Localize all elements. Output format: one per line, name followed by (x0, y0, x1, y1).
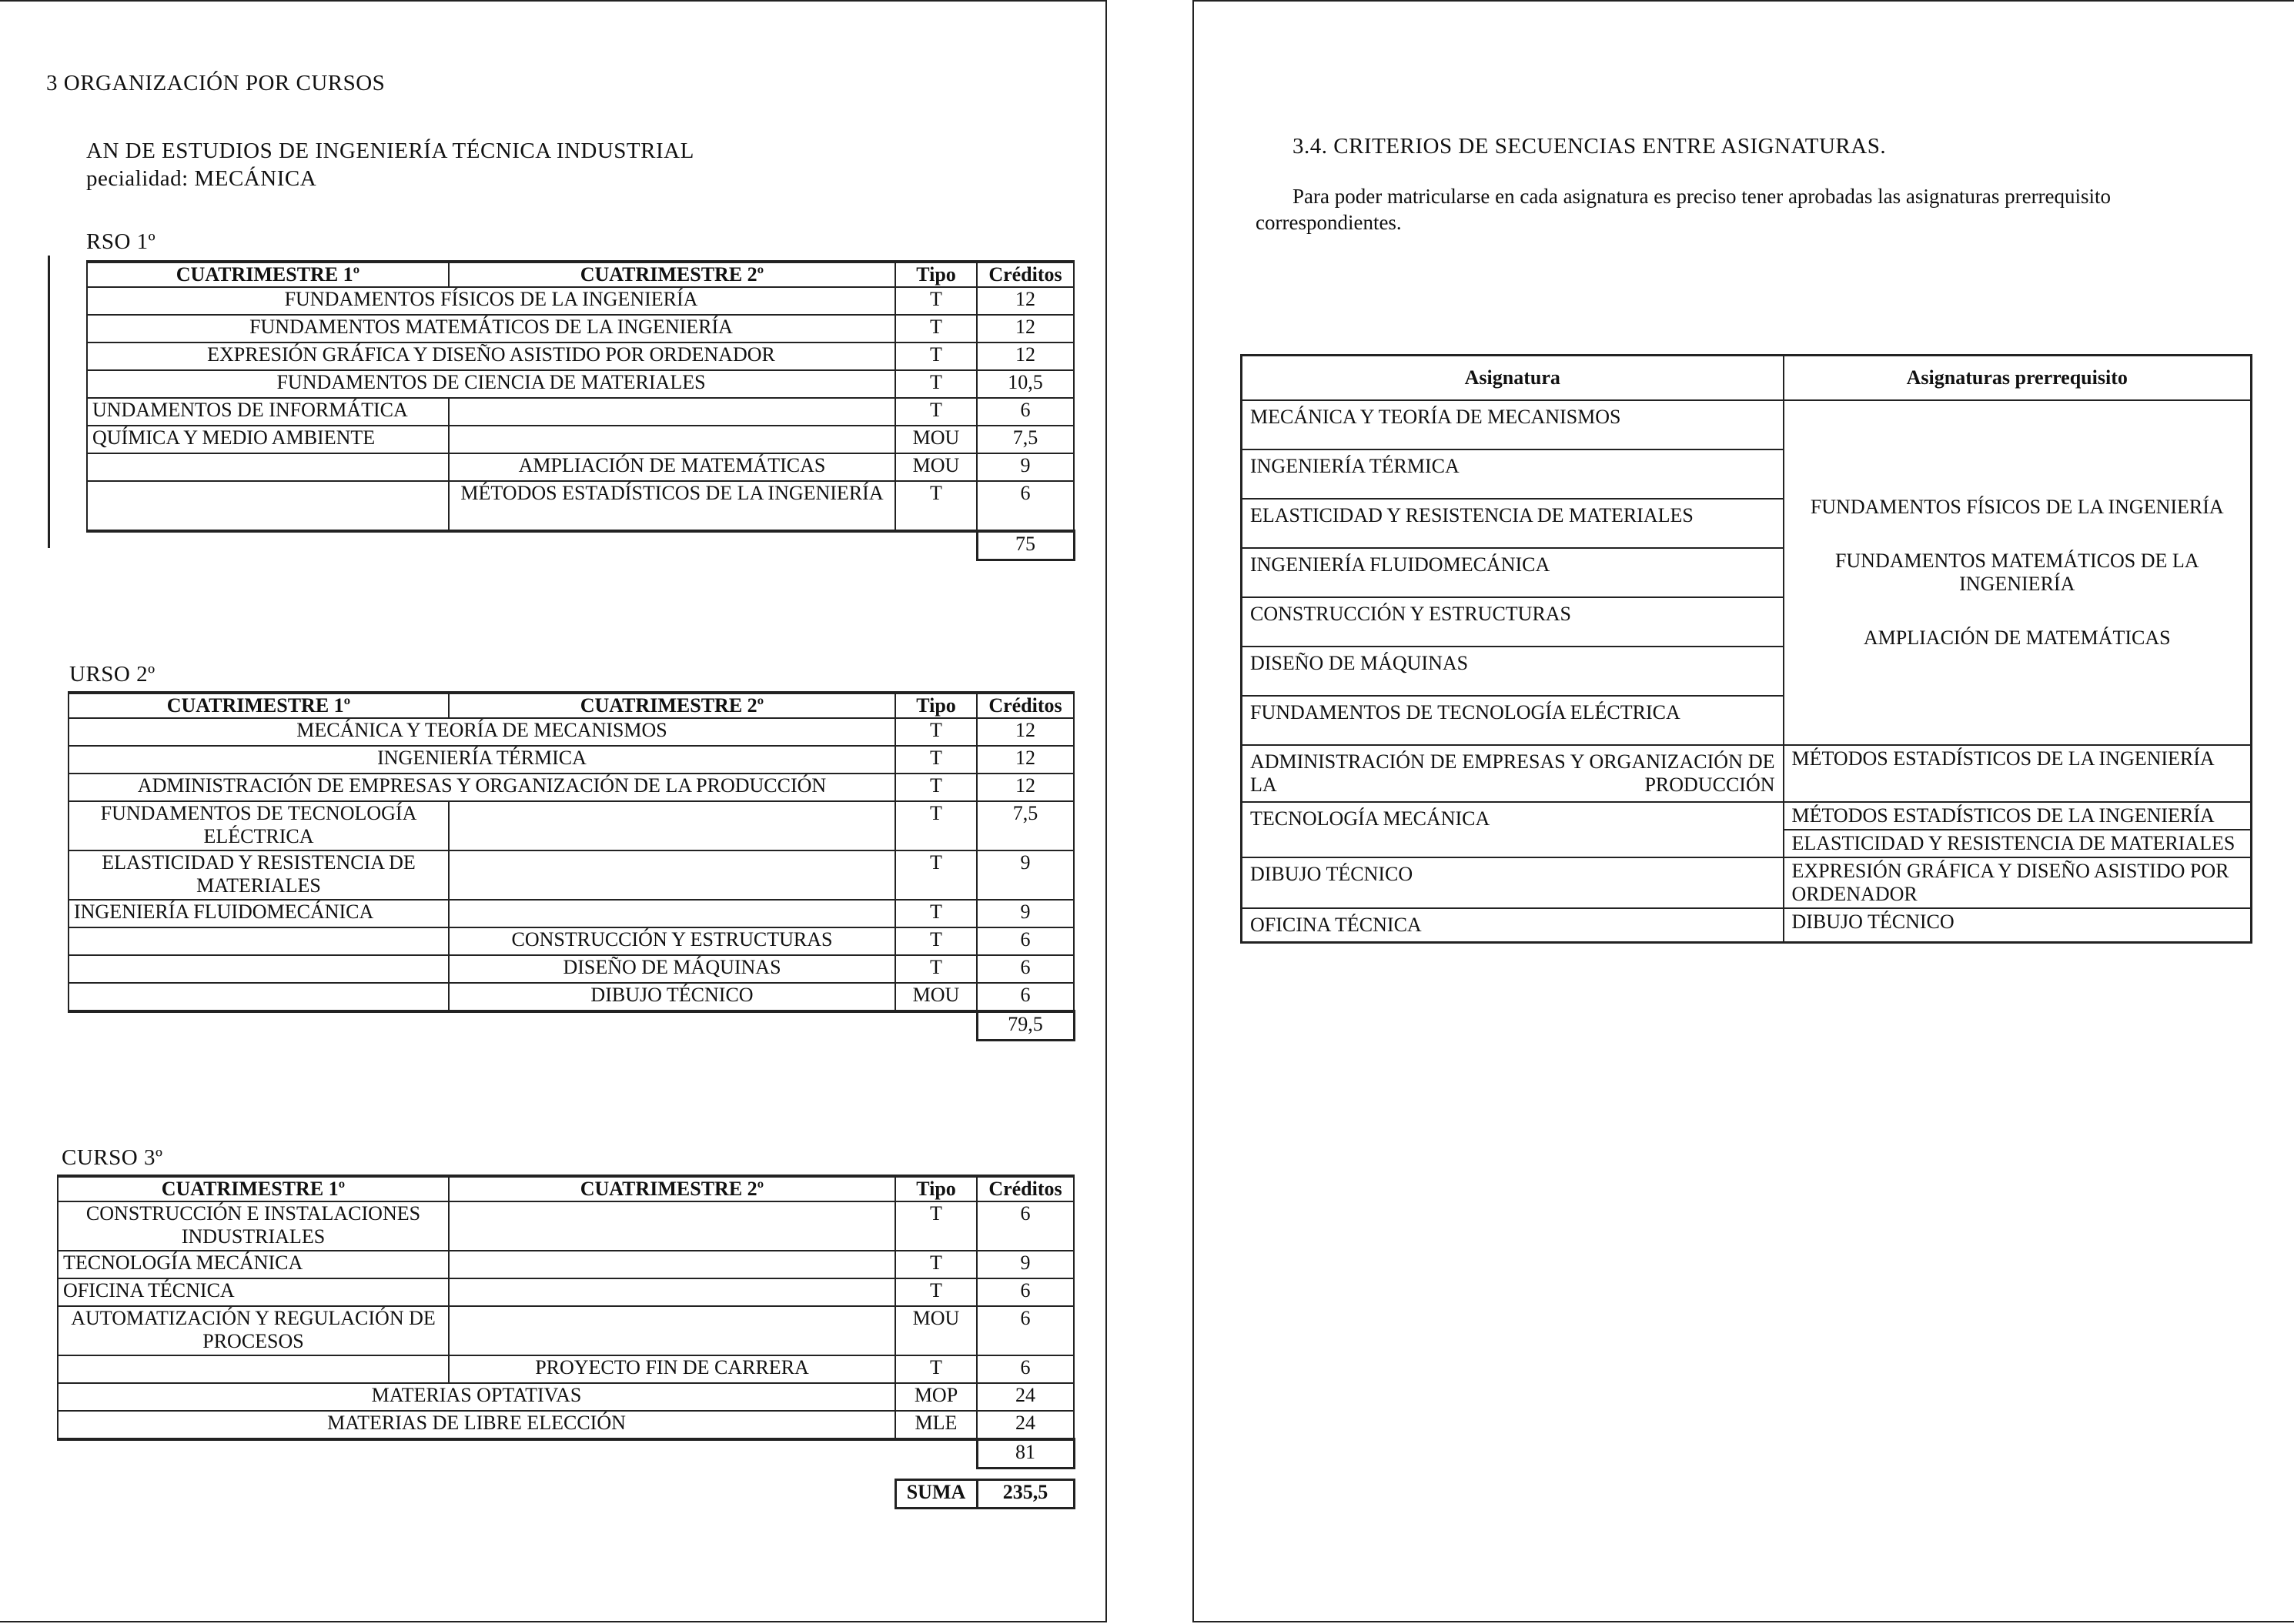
tipo-cell: MOU (895, 983, 977, 1011)
tipo-cell: T (895, 774, 977, 801)
subject-cell: FUNDAMENTOS DE CIENCIA DE MATERIALES (87, 370, 895, 398)
cuatrimestre-1-cell: ELASTICIDAD Y RESISTENCIA DE MATERIALES (69, 850, 449, 900)
cuatrimestre-2-cell: AMPLIACIÓN DE MATEMÁTICAS (449, 453, 895, 481)
table-row (58, 1355, 1074, 1383)
creditos-cell: 9 (977, 1251, 1074, 1278)
subject-cell: MATERIAS OPTATIVAS (58, 1383, 895, 1411)
intro-paragraph: Para poder matricularse en cada asignatura es preciso tener aprobadas las asignaturas prerrequisito correspondientes. (1256, 185, 2112, 234)
tipo-cell: T (895, 718, 977, 746)
table-row (69, 746, 1074, 774)
creditos-cell: 6 (977, 927, 1074, 955)
creditos-cell: 7,5 (977, 426, 1074, 453)
creditos-cell: 6 (977, 983, 1074, 1011)
tipo-cell: MOP (895, 1383, 977, 1411)
cuatrimestre-2-cell: PROYECTO FIN DE CARRERA (449, 1355, 895, 1383)
cuatrimestre-1-cell: FUNDAMENTOS DE TECNOLOGÍA ELÉCTRICA (69, 801, 449, 850)
cuatrimestre-2-cell (449, 1251, 895, 1278)
cuatrimestre-1-cell (69, 983, 449, 1011)
table-row (1242, 745, 2252, 802)
blank-cell (87, 531, 977, 560)
tipo-cell: T (895, 801, 977, 850)
cuatrimestre-2-cell (449, 850, 895, 900)
creditos-cell: 24 (977, 1411, 1074, 1439)
tipo-cell: T (895, 287, 977, 315)
subject-cell: INGENIERÍA FLUIDOMECÁNICA (1242, 548, 1784, 597)
spacer-cell (58, 1469, 1074, 1480)
table-row (87, 481, 1074, 531)
tipo-cell: MOU (895, 426, 977, 453)
cuatrimestre-1-cell (87, 481, 449, 531)
subject-cell: INGENIERÍA TÉRMICA (1242, 449, 1784, 499)
creditos-cell: 6 (977, 1306, 1074, 1355)
tipo-cell: T (895, 900, 977, 927)
tipo-cell: T (895, 315, 977, 343)
table-row (58, 1278, 1074, 1306)
curso3-label: CURSO 3º (62, 1145, 163, 1170)
table-row (87, 370, 1074, 398)
total-row (87, 531, 1074, 560)
tipo-cell: T (895, 927, 977, 955)
cuatrimestre-1-cell: UNDAMENTOS DE INFORMÁTICA (87, 398, 449, 426)
subject-cell: MECÁNICA Y TEORÍA DE MECANISMOS (1242, 400, 1784, 449)
suma-value: 235,5 (977, 1480, 1074, 1509)
table-row (69, 718, 1074, 746)
cuatrimestre-2-cell: DIBUJO TÉCNICO (449, 983, 895, 1011)
curso3-table (57, 1175, 1075, 1509)
tipo-cell: MOU (895, 453, 977, 481)
header-cuatrimestre-1: CUATRIMESTRE 1º (87, 262, 449, 287)
table-row (69, 955, 1074, 983)
table-row (58, 1251, 1074, 1278)
tipo-cell: T (895, 481, 977, 531)
table-row (87, 453, 1074, 481)
prerequisite-item: FUNDAMENTOS MATEMÁTICOS DE LA INGENIERÍA (1834, 550, 2199, 595)
creditos-cell: 6 (977, 398, 1074, 426)
subject-cell: FUNDAMENTOS FÍSICOS DE LA INGENIERÍA (87, 287, 895, 315)
tipo-cell: T (895, 398, 977, 426)
table-row (87, 315, 1074, 343)
subject-cell: ELASTICIDAD Y RESISTENCIA DE MATERIALES (1242, 499, 1784, 548)
table-row (87, 426, 1074, 453)
creditos-cell: 6 (977, 955, 1074, 983)
total-creditos: 79,5 (977, 1011, 1074, 1041)
subject-cell: FUNDAMENTOS DE TECNOLOGÍA ELÉCTRICA (1242, 696, 1784, 745)
subject-cell: OFICINA TÉCNICA (1242, 908, 1784, 943)
prerequisites-cell (1784, 745, 2252, 802)
tipo-cell: T (895, 343, 977, 370)
header-prerrequisito: Asignaturas prerrequisito (1784, 356, 2252, 401)
specialty: pecialidad: MECÁNICA (86, 166, 317, 191)
cuatrimestre-1-cell (69, 927, 449, 955)
subject-cell: TECNOLOGÍA MECÁNICA (1242, 802, 1784, 857)
header-cuatrimestre-1: CUATRIMESTRE 1º (69, 693, 449, 718)
subject-cell: MECÁNICA Y TEORÍA DE MECANISMOS (69, 718, 895, 746)
total-row (58, 1439, 1074, 1469)
creditos-cell: 9 (977, 453, 1074, 481)
header-creditos: Créditos (977, 1176, 1074, 1201)
creditos-cell: 6 (977, 1355, 1074, 1383)
cuatrimestre-2-cell (449, 801, 895, 850)
subject-cell: ADMINISTRACIÓN DE EMPRESAS Y ORGANIZACIÓN DE LA PRODUCCIÓN (1242, 745, 1784, 802)
creditos-cell: 12 (977, 287, 1074, 315)
prerequisite-item: MÉTODOS ESTADÍSTICOS DE LA INGENIERÍA (1791, 747, 2215, 770)
header-tipo: Tipo (895, 693, 977, 718)
subject-cell: INGENIERÍA TÉRMICA (69, 746, 895, 774)
prerequisite-item: ELASTICIDAD Y RESISTENCIA DE MATERIALES (1784, 829, 2251, 857)
table-row (58, 1306, 1074, 1355)
header-cuatrimestre-2: CUATRIMESTRE 2º (449, 1176, 895, 1201)
blank-cell (58, 1480, 895, 1509)
tipo-cell: T (895, 1278, 977, 1306)
table-row (87, 287, 1074, 315)
spacer-row (58, 1469, 1074, 1480)
creditos-cell: 6 (977, 1201, 1074, 1251)
table-row (58, 1201, 1074, 1251)
table-row (58, 1383, 1074, 1411)
table-row (69, 850, 1074, 900)
tipo-cell: MOU (895, 1306, 977, 1355)
tipo-cell: T (895, 370, 977, 398)
subject-cell: DIBUJO TÉCNICO (1242, 857, 1784, 908)
curso1-table (86, 260, 1075, 561)
blank-cell (58, 1439, 977, 1469)
header-cuatrimestre-2: CUATRIMESTRE 2º (449, 693, 895, 718)
prerequisites-cell (1784, 857, 2252, 908)
cuatrimestre-1-cell: AUTOMATIZACIÓN Y REGULACIÓN DE PROCESOS (58, 1306, 449, 1355)
subject-cell: ADMINISTRACIÓN DE EMPRESAS Y ORGANIZACIÓN DE LA PRODUCCIÓN (69, 774, 895, 801)
total-creditos: 75 (977, 531, 1074, 560)
cuatrimestre-1-cell: INGENIERÍA FLUIDOMECÁNICA (69, 900, 449, 927)
creditos-cell: 12 (977, 343, 1074, 370)
total-creditos: 81 (977, 1439, 1074, 1469)
prerequisites-cell (1784, 802, 2252, 857)
table-row (87, 343, 1074, 370)
cuatrimestre-2-cell (449, 900, 895, 927)
header-tipo: Tipo (895, 262, 977, 287)
tipo-cell: T (895, 850, 977, 900)
cuatrimestre-1-cell (58, 1355, 449, 1383)
creditos-cell: 12 (977, 774, 1074, 801)
creditos-cell: 12 (977, 746, 1074, 774)
subject-cell: CONSTRUCCIÓN Y ESTRUCTURAS (1242, 597, 1784, 647)
creditos-cell: 9 (977, 900, 1074, 927)
header-creditos: Créditos (977, 693, 1074, 718)
prerequisite-item: AMPLIACIÓN DE MATEMÁTICAS (1863, 627, 2171, 649)
left-page (0, 0, 1107, 1622)
cuatrimestre-2-cell (449, 398, 895, 426)
total-row (69, 1011, 1074, 1041)
table-row (1242, 857, 2252, 908)
header-cuatrimestre-2: CUATRIMESTRE 2º (449, 262, 895, 287)
section-heading: 3 ORGANIZACIÓN POR CURSOS (46, 71, 386, 95)
curso1-label: RSO 1º (86, 229, 156, 254)
header-cuatrimestre-1: CUATRIMESTRE 1º (58, 1176, 449, 1201)
cuatrimestre-2-cell: MÉTODOS ESTADÍSTICOS DE LA INGENIERÍA (449, 481, 895, 531)
tipo-cell: T (895, 746, 977, 774)
creditos-cell: 6 (977, 481, 1074, 531)
tipo-cell: T (895, 1251, 977, 1278)
table-row (1242, 802, 2252, 857)
table-row (87, 398, 1074, 426)
prerequisite-item: EXPRESIÓN GRÁFICA Y DISEÑO ASISTIDO POR ORDENADOR (1791, 860, 2229, 905)
cuatrimestre-2-cell: CONSTRUCCIÓN Y ESTRUCTURAS (449, 927, 895, 955)
prerequisite-item: DIBUJO TÉCNICO (1791, 911, 1955, 933)
creditos-cell: 10,5 (977, 370, 1074, 398)
header-creditos: Créditos (977, 262, 1074, 287)
prerequisite-item: MÉTODOS ESTADÍSTICOS DE LA INGENIERÍA (1791, 804, 2215, 827)
tipo-cell: T (895, 1355, 977, 1383)
table-row (69, 927, 1074, 955)
cuatrimestre-1-cell: QUÍMICA Y MEDIO AMBIENTE (87, 426, 449, 453)
table-row (69, 801, 1074, 850)
cuatrimestre-2-cell (449, 1278, 895, 1306)
header-tipo: Tipo (895, 1176, 977, 1201)
creditos-cell: 12 (977, 315, 1074, 343)
prerequisites-cell (1784, 908, 2252, 943)
subject-cell: EXPRESIÓN GRÁFICA Y DISEÑO ASISTIDO POR ORDENADOR (87, 343, 895, 370)
curso2-table (68, 691, 1075, 1041)
prerequisites-table (1240, 354, 2252, 944)
cuatrimestre-1-cell: TECNOLOGÍA MECÁNICA (58, 1251, 449, 1278)
creditos-cell: 24 (977, 1383, 1074, 1411)
tipo-cell: MLE (895, 1411, 977, 1439)
cuatrimestre-1-cell (69, 955, 449, 983)
cuatrimestre-2-cell (449, 1306, 895, 1355)
creditos-cell: 9 (977, 850, 1074, 900)
curso2-label: URSO 2º (69, 662, 155, 687)
criteria-heading: 3.4. CRITERIOS DE SECUENCIAS ENTRE ASIGNATURAS. (1292, 134, 1887, 159)
table-row (69, 774, 1074, 801)
table-row (69, 983, 1074, 1011)
table-row (69, 900, 1074, 927)
margin-bar (48, 256, 50, 548)
plan-title: AN DE ESTUDIOS DE INGENIERÍA TÉCNICA INDUSTRIAL (86, 139, 694, 163)
creditos-cell: 6 (977, 1278, 1074, 1306)
cuatrimestre-2-cell: DISEÑO DE MÁQUINAS (449, 955, 895, 983)
cuatrimestre-2-cell (449, 1201, 895, 1251)
shared-prerequisites-cell (1784, 400, 2252, 745)
table-row (1242, 400, 2252, 449)
subject-cell: FUNDAMENTOS MATEMÁTICOS DE LA INGENIERÍA (87, 315, 895, 343)
creditos-cell: 7,5 (977, 801, 1074, 850)
creditos-cell: 12 (977, 718, 1074, 746)
prerequisite-item: FUNDAMENTOS FÍSICOS DE LA INGENIERÍA (1810, 496, 2224, 518)
blank-cell (69, 1011, 977, 1041)
cuatrimestre-2-cell (449, 426, 895, 453)
header-asignatura: Asignatura (1242, 356, 1784, 401)
cuatrimestre-1-cell (87, 453, 449, 481)
tipo-cell: T (895, 955, 977, 983)
cuatrimestre-1-cell: CONSTRUCCIÓN E INSTALACIONES INDUSTRIALES (58, 1201, 449, 1251)
table-row (1242, 908, 2252, 943)
suma-row (58, 1480, 1074, 1509)
subject-cell: DISEÑO DE MÁQUINAS (1242, 647, 1784, 696)
subject-cell: MATERIAS DE LIBRE ELECCIÓN (58, 1411, 895, 1439)
suma-label: SUMA (895, 1480, 977, 1509)
cuatrimestre-1-cell: OFICINA TÉCNICA (58, 1278, 449, 1306)
tipo-cell: T (895, 1201, 977, 1251)
table-row (58, 1411, 1074, 1439)
